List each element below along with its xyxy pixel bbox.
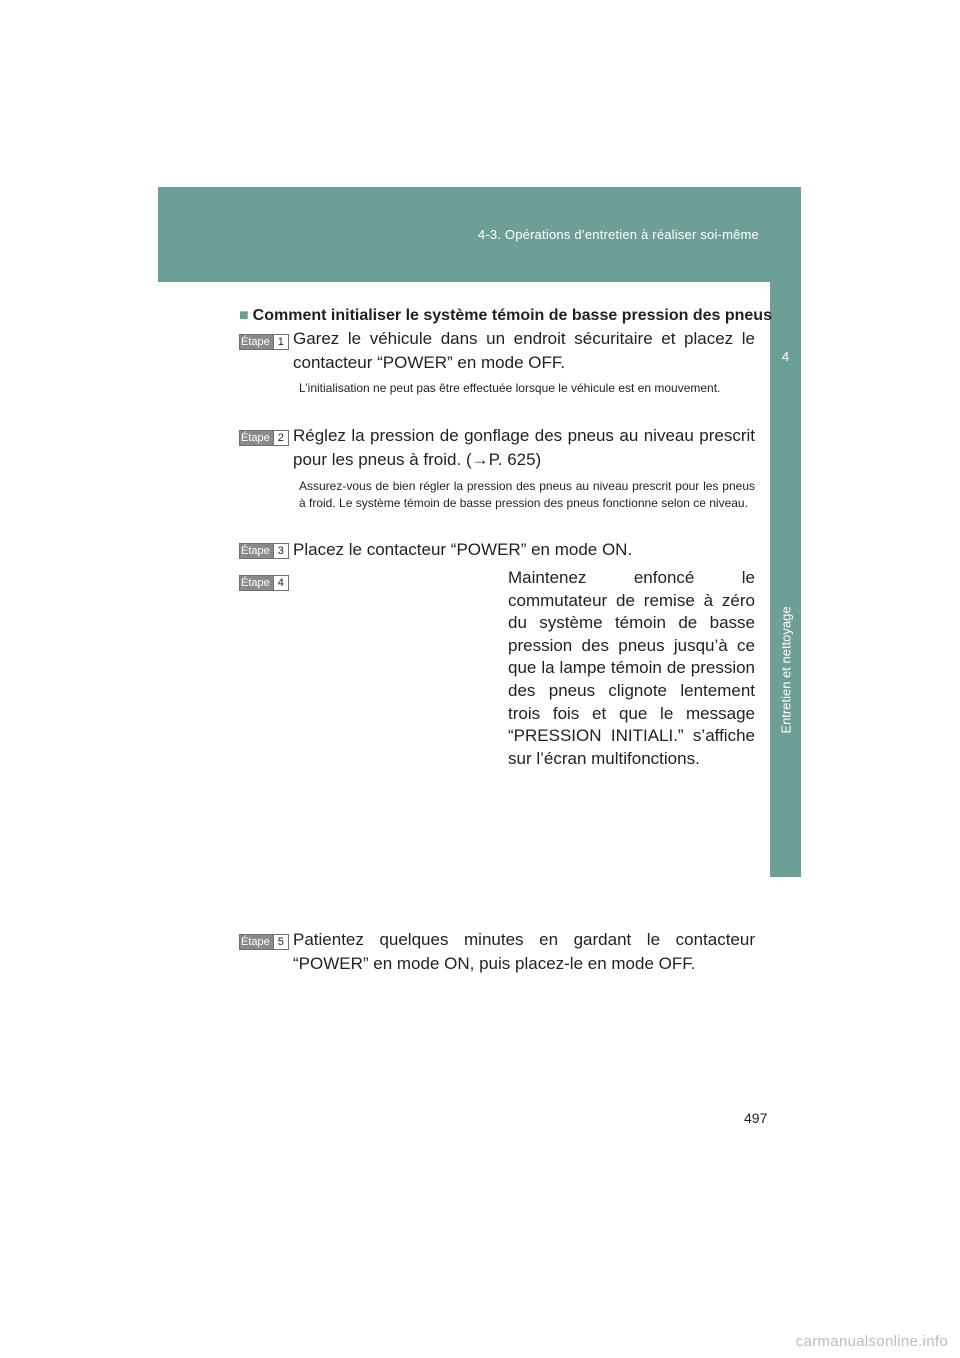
watermark[interactable]: carmanualsonline.info: [795, 1333, 948, 1350]
chapter-number: 4: [781, 349, 790, 364]
step-4-text: Maintenez enfoncé le commutateur de remise à zéro du système témoin de basse pression des pneus jusqu’à ce que la lampe témoin de pression des pneus clignote lentement trois fois et que le message “PRESSION INITIALI.” s’affiche sur l’écran multifonctions.: [508, 568, 755, 768]
heading-text: Comment initialiser le système témoin de basse pression des pneus: [252, 307, 772, 324]
section-title: 4-3. Opérations d’entretien à réaliser soi-même: [477, 227, 759, 242]
heading-square-icon: ■: [239, 307, 249, 324]
step-badge-1: Étape 1: [239, 334, 289, 350]
step-badge-3: Étape 3: [239, 543, 289, 559]
page-number: 497: [744, 1110, 768, 1126]
step-1-text: Garez le véhicule dans un endroit sécuritaire et placez le contacteur “POWER” en mode OFF.: [293, 329, 755, 372]
chapter-side-tab: [770, 282, 801, 877]
step-badge-5: Étape 5: [239, 934, 289, 950]
chapter-label: Entretien et nettoyage: [778, 606, 793, 734]
step-badge-2: Étape 2: [239, 430, 289, 446]
header-band: [158, 187, 801, 282]
step-5-text: Patientez quelques minutes en gardant le contacteur “POWER” en mode ON, puis placez-le en mode OFF.: [293, 930, 755, 973]
step-badge-4: Étape 4: [239, 575, 289, 591]
step-2-text: Réglez la pression de gonflage des pneus au niveau prescrit pour les pneus à froid. (→P. 625): [293, 426, 755, 469]
section-heading: [239, 307, 772, 325]
step-2-note: Assurez-vous de bien régler la pression des pneus au niveau prescrit pour les pneus à froid. Le système témoin de basse pression des pneus fonctionne selon ce niveau.: [299, 479, 755, 510]
step-3-text: Placez le contacteur “POWER” en mode ON.: [293, 540, 633, 559]
step-1-note: L’initialisation ne peut pas être effectuée lorsque le véhicule est en mouvement.: [299, 381, 721, 395]
